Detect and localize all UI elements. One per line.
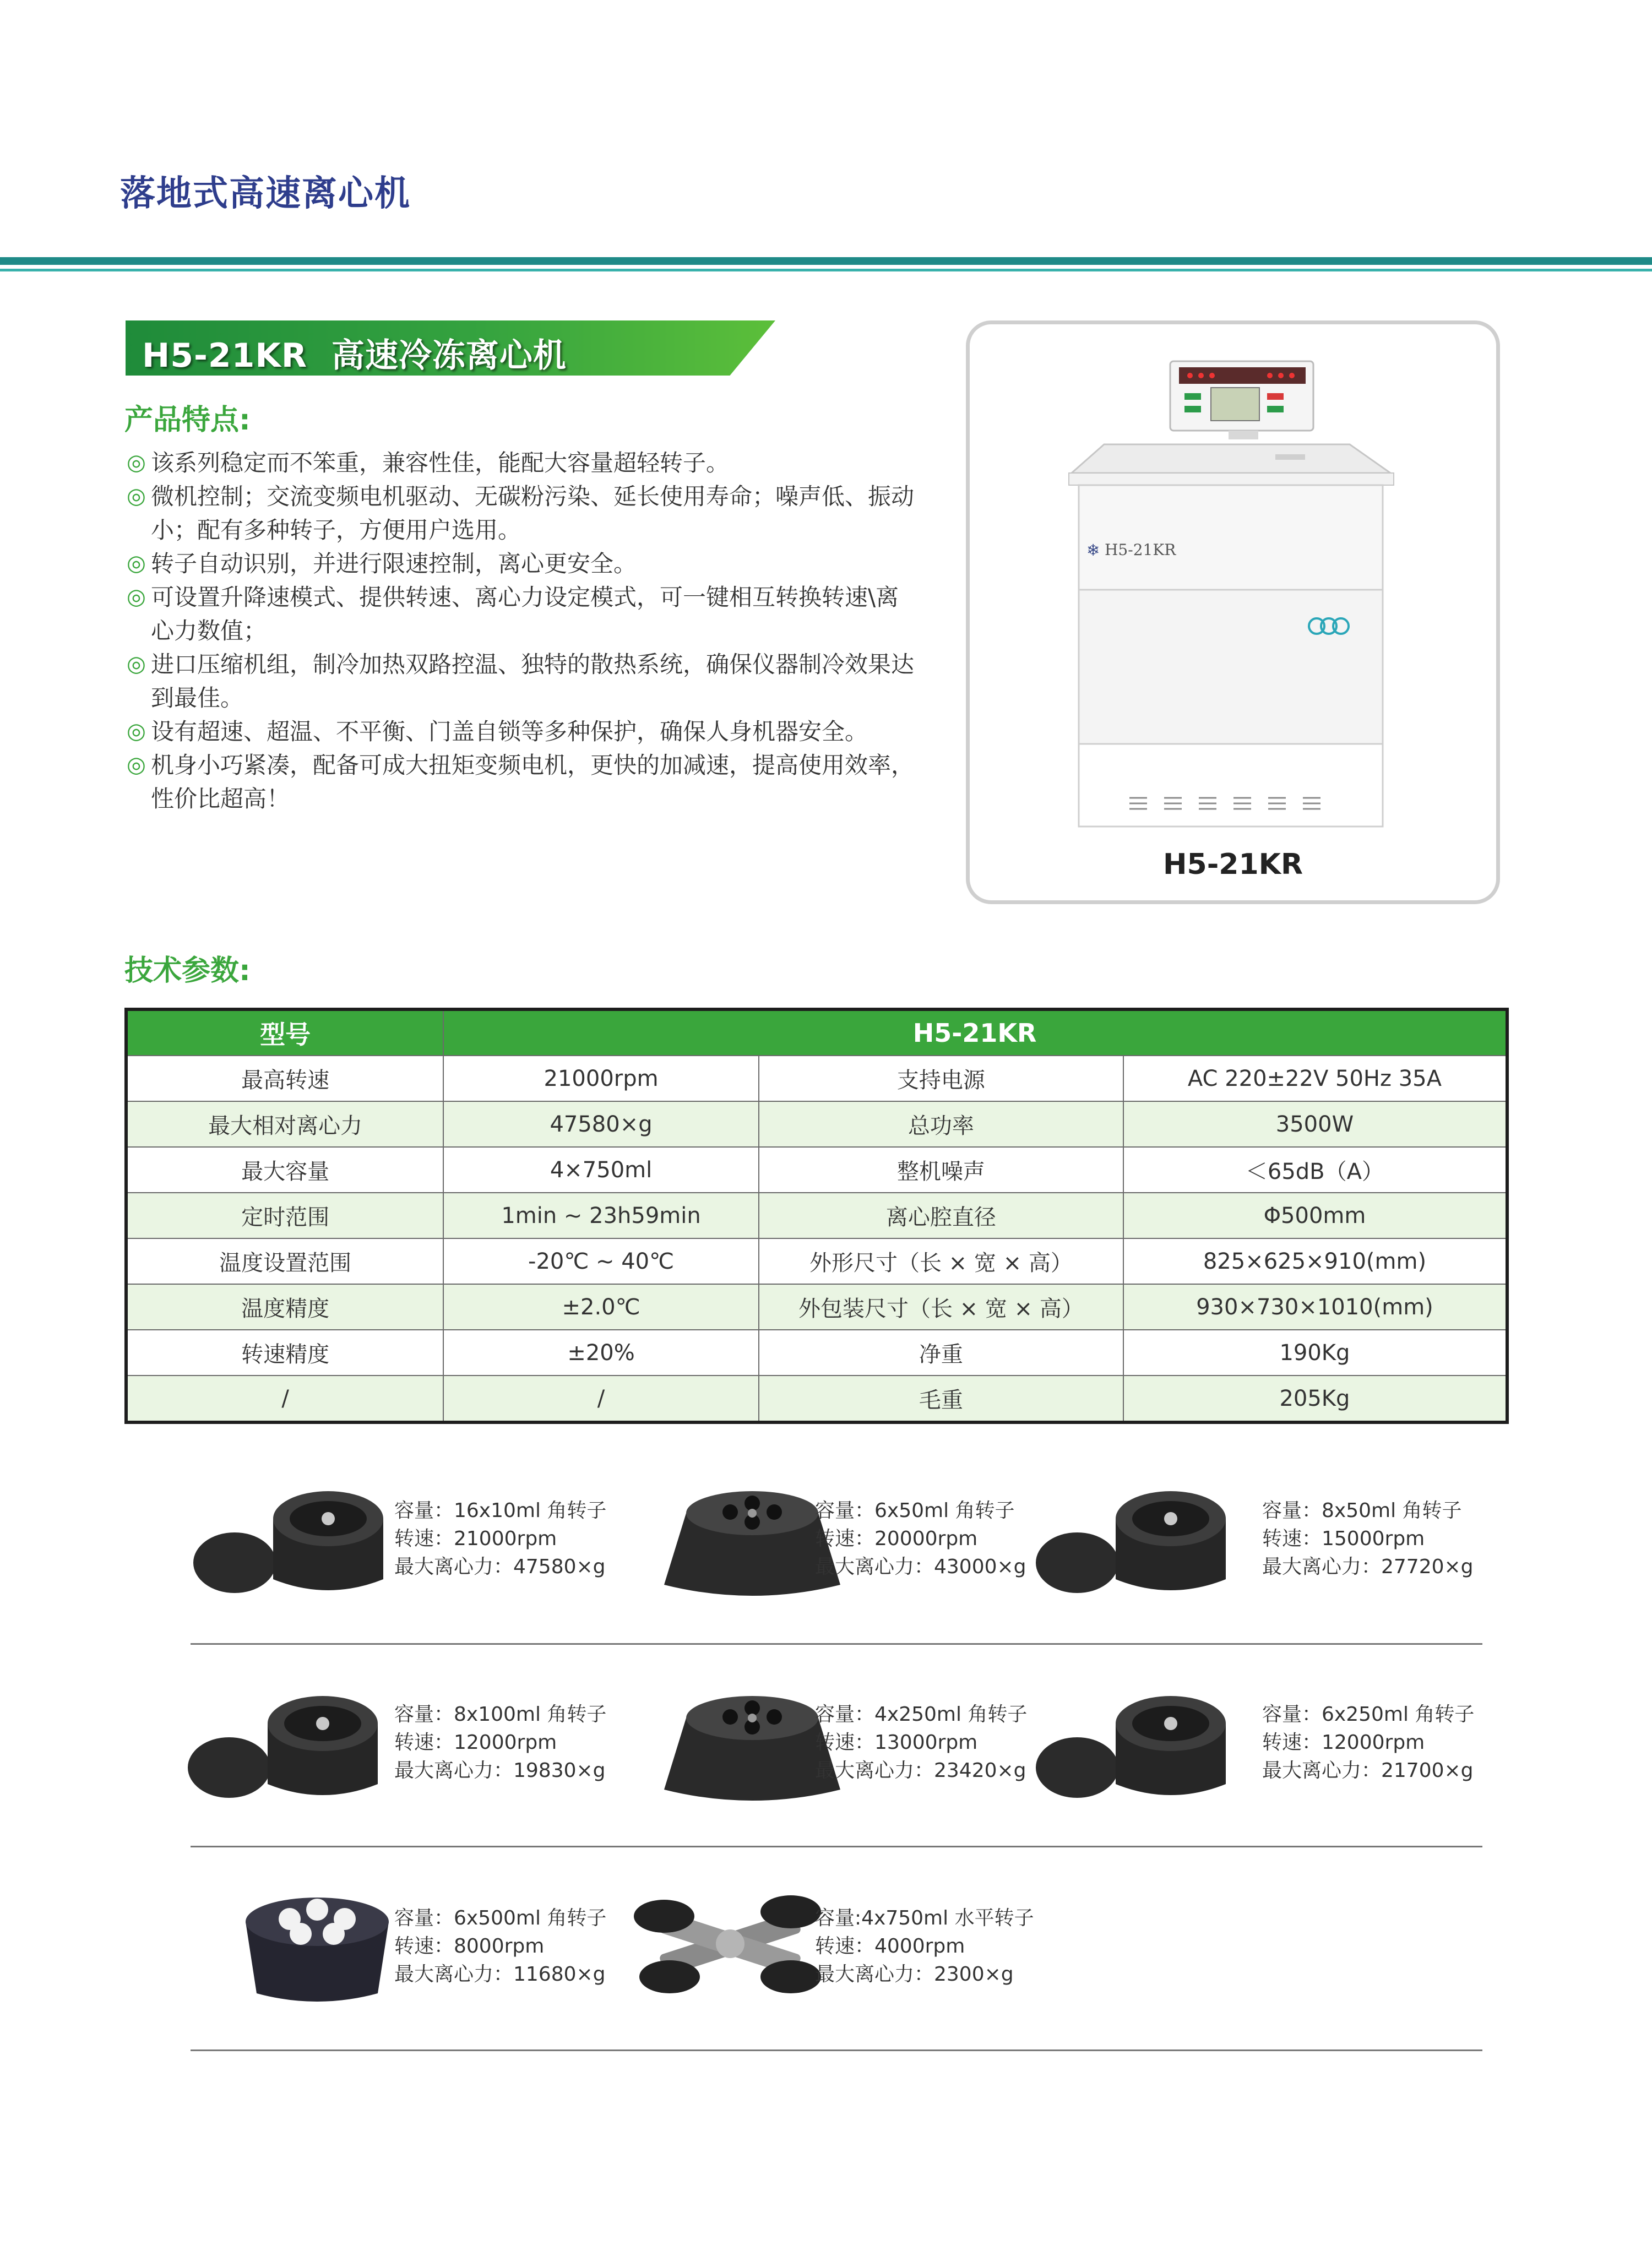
bullet-icon: ◎ [127,450,146,475]
spec-label: 最大相对离心力 [126,1101,443,1147]
machine-label: H5-21KR [1105,541,1176,559]
spec-label: 整机噪声 [759,1147,1123,1193]
rotor-spec [815,1904,1034,1988]
spec-value: Φ500mm [1123,1193,1507,1238]
snowflake-icon: ❄ [1086,541,1100,559]
rotor-capacity: 容量：6x500ml 角转子 [394,1907,607,1929]
feature-item [127,648,920,715]
spec-label: 外形尺寸（长 × 宽 × 高） [759,1238,1123,1284]
rotor-speed: 转速：21000rpm [394,1527,557,1550]
spec-label: 总功率 [759,1101,1123,1147]
rotor-image [213,1872,422,2015]
rotor-rcf: 最大离心力：19830×g [394,1759,606,1782]
rotor-rcf: 最大离心力：2300×g [815,1963,1014,1986]
spec-label: 净重 [759,1330,1123,1376]
feature-text: 机身小巧紧凑，配备可成大扭矩变频电机，更快的加减速，提高使用效率，性价比超高！ [151,752,915,812]
rotor-speed: 转速：4000rpm [815,1935,965,1958]
spec-label: 最大容量 [126,1147,443,1193]
specs-heading: 技术参数: [124,954,251,987]
rotor-capacity: 容量:4x750ml 水平转子 [815,1907,1034,1929]
feature-item [127,547,920,580]
rotor-image [191,1469,400,1612]
bullet-icon: ◎ [127,719,146,744]
rotor-rcf: 最大离心力：21700×g [1262,1759,1474,1782]
feature-text: 转子自动识别，并进行限速控制，离心更安全。 [151,550,637,577]
specs-row [126,1284,1507,1330]
specs-header-model-label: 型号 [126,1009,443,1056]
features-heading: 产品特点: [124,404,251,437]
header-divider [0,257,1652,265]
spec-value: 21000rpm [443,1056,759,1101]
specs-header-row [126,1009,1507,1056]
rotor-image-wrap [185,1674,394,1817]
rotor-spec [1262,1700,1474,1785]
specs-table [124,1008,1509,1424]
feature-text: 设有超速、超温、不平衡、门盖自锁等多种保护，确保人身机器安全。 [151,718,868,745]
rotor-capacity: 容量：4x250ml 角转子 [815,1703,1028,1726]
spec-value: ±20% [443,1330,759,1376]
specs-header-model-value: H5-21KR [443,1009,1507,1056]
rotor-rcf: 最大离心力：43000×g [815,1556,1026,1578]
rotor-rcf: 最大离心力：47580×g [394,1556,606,1578]
rotor-rcf: 最大离心力：11680×g [394,1963,606,1986]
spec-label: 温度设置范围 [126,1238,443,1284]
rotor-speed: 转速：15000rpm [1262,1527,1425,1550]
specs-row [126,1193,1507,1238]
feature-item [127,580,920,648]
specs-row [126,1056,1507,1101]
rotor-spec [394,1700,606,1785]
features-list [127,446,920,816]
rotor-spec [815,1497,1026,1581]
spec-label: 温度精度 [126,1284,443,1330]
rotor-spec [394,1904,606,1988]
rotor-image [626,1872,835,2015]
spec-label: 外包装尺寸（长 × 宽 × 高） [759,1284,1123,1330]
rotor-capacity: 容量：6x250ml 角转子 [1262,1703,1475,1726]
bullet-icon: ◎ [127,483,146,509]
feature-item [127,446,920,480]
spec-value: -20℃ ~ 40℃ [443,1238,759,1284]
specs-row [126,1238,1507,1284]
rotor-image-wrap [191,1469,400,1612]
spec-value: 825×625×910(mm) [1123,1238,1507,1284]
spec-value: / [443,1376,759,1422]
rotor-row-divider [191,1643,1482,1645]
bullet-icon: ◎ [127,752,146,778]
specs-row [126,1376,1507,1422]
rotor-capacity: 容量：8x50ml 角转子 [1262,1499,1462,1522]
spec-value: 3500W [1123,1101,1507,1147]
spec-label: 最高转速 [126,1056,443,1101]
feature-text: 微机控制；交流变频电机驱动、无碳粉污染、延长使用寿命；噪声低、振动小；配有多种转子，方便用户选用。 [151,483,915,543]
rotor-speed: 转速：8000rpm [394,1935,545,1958]
rotor-capacity: 容量：8x100ml 角转子 [394,1703,607,1726]
rotor-image-wrap [626,1872,835,2015]
rotor-rcf: 最大离心力：23420×g [815,1759,1026,1782]
feature-item [127,748,920,816]
feature-text: 可设置升降速模式、提供转速、离心力设定模式，可一键相互转换转速\离心力数值； [151,584,899,644]
bullet-icon: ◎ [127,651,146,677]
spec-value: 47580×g [443,1101,759,1147]
specs-row [126,1101,1507,1147]
spec-value: 1min ~ 23h59min [443,1193,759,1238]
spec-label: 定时范围 [126,1193,443,1238]
bullet-icon: ◎ [127,584,146,610]
spec-value: ＜65dB（A） [1123,1147,1507,1193]
rotor-image [1033,1674,1242,1817]
rotor-image [1033,1469,1242,1612]
product-image-card [966,320,1500,904]
rotor-image-wrap [213,1872,422,2015]
rotor-speed: 转速：12000rpm [394,1731,557,1754]
spec-label: 支持电源 [759,1056,1123,1101]
rotor-row-divider [191,2049,1482,2051]
spec-value: 4×750ml [443,1147,759,1193]
rotor-row-divider [191,1846,1482,1847]
spec-label: 离心腔直径 [759,1193,1123,1238]
product-banner-title: H5-21KR 高速冷冻离心机 [142,336,567,375]
rotor-rcf: 最大离心力：27720×g [1262,1556,1474,1578]
bullet-icon: ◎ [127,551,146,576]
rotor-image-wrap [1033,1674,1242,1817]
product-image-caption: H5-21KR [1163,848,1303,881]
spec-value: AC 220±22V 50Hz 35A [1123,1056,1507,1101]
rotor-spec [1262,1497,1474,1581]
spec-value: 205Kg [1123,1376,1507,1422]
page-title: 落地式高速离心机 [120,173,411,214]
centrifuge-illustration [970,324,1496,900]
spec-label: / [126,1376,443,1422]
specs-row [126,1147,1507,1193]
spec-value: 930×730×1010(mm) [1123,1284,1507,1330]
spec-label: 毛重 [759,1376,1123,1422]
rotor-spec [815,1700,1027,1785]
spec-value: 190Kg [1123,1330,1507,1376]
specs-row [126,1330,1507,1376]
rotor-capacity: 容量：6x50ml 角转子 [815,1499,1015,1522]
rotor-speed: 转速：13000rpm [815,1731,978,1754]
rotor-speed: 转速：20000rpm [815,1527,978,1550]
rotor-image [185,1674,394,1817]
header-divider-thin [0,269,1652,271]
rotor-image-wrap [1033,1469,1242,1612]
spec-value: ±2.0℃ [443,1284,759,1330]
feature-text: 进口压缩机组，制冷加热双路控温、独特的散热系统，确保仪器制冷效果达到最佳。 [151,651,915,711]
rotor-speed: 转速：12000rpm [1262,1731,1425,1754]
feature-item [127,715,920,748]
rotor-spec [394,1497,606,1581]
rotor-capacity: 容量：16x10ml 角转子 [394,1499,607,1522]
feature-text: 该系列稳定而不笨重，兼容性佳，能配大容量超轻转子。 [151,449,730,476]
feature-item [127,480,920,547]
spec-label: 转速精度 [126,1330,443,1376]
